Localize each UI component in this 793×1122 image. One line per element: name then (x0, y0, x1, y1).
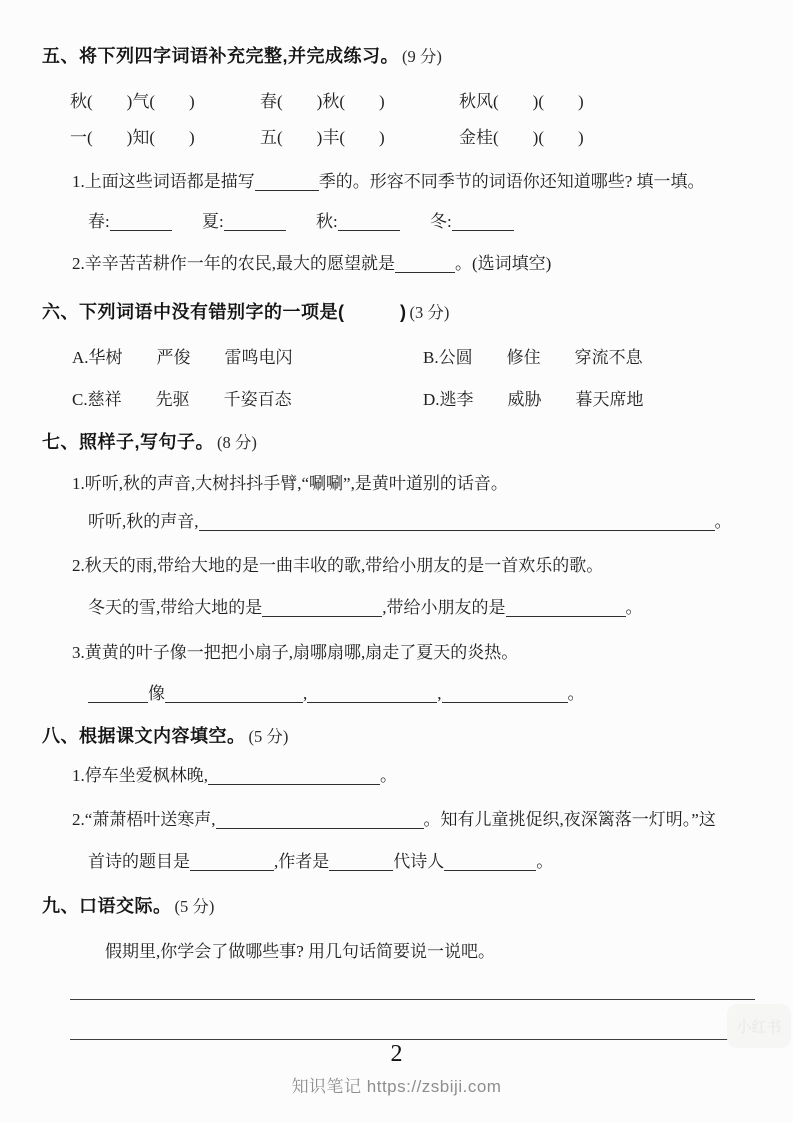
s7-answer-1 (88, 510, 732, 534)
s8-q2-text-pre: 2.“萧萧梧叶送寒声, (72, 810, 216, 829)
section-8-title: 八、根据课文内容填空。 (42, 726, 246, 746)
season-summer-blank (224, 224, 286, 231)
s8-q2b-blank-poet (444, 864, 536, 871)
s8-q2b-period: 。 (536, 852, 554, 871)
section-7-score: (8 分) (217, 433, 257, 452)
s5-question-2 (72, 252, 551, 276)
s8-q2b-text-mid1: ,作者是 (274, 852, 330, 871)
s7-ans3-comma-2: , (437, 684, 442, 703)
s7-ans2-text-pre: 冬天的雪,带给大地的是 (88, 598, 263, 617)
s7-ans3-blank-2 (165, 696, 303, 703)
xiaohongshu-watermark: 小红书 (727, 1004, 791, 1048)
season-autumn (316, 212, 400, 231)
s5-q1-text-post: 季的。形容不同季节的词语你还知道哪些? 填一填。 (318, 172, 705, 191)
s7-question-3: 3.黄黄的叶子像一把把小扇子,扇哪扇哪,扇走了夏天的炎热。 (72, 643, 519, 662)
answer-line-1 (70, 999, 755, 1000)
s5-q2-text-post: 。(选词填空) (455, 254, 552, 273)
s7-ans2-blank-2 (506, 610, 626, 617)
word-blank-golden-osmanthus: 金桂( )( ) (459, 128, 584, 147)
s5-q2-text-pre: 2.辛辛苦苦耕作一年的农民,最大的愿望就是 (72, 254, 395, 273)
section-9-score: (5 分) (174, 897, 215, 916)
s6-options-row-1 (72, 346, 643, 370)
section-9-title: 九、口语交际。 (42, 896, 172, 916)
s7-ans2-period: 。 (625, 598, 643, 617)
s8-q2b-blank-title (190, 864, 274, 871)
s7-answer-3 (88, 682, 585, 706)
season-summer (202, 212, 286, 231)
season-autumn-label: 秋: (315, 212, 338, 231)
s7-ans3-comma-1: , (303, 684, 308, 703)
s8-question-2-line-1 (72, 808, 716, 832)
s5-question-1 (72, 170, 705, 194)
word-blank-autumn-air: 秋( )气( ) (70, 92, 195, 111)
section-6-heading (42, 300, 449, 325)
season-winter-blank (452, 224, 514, 231)
s7-ans1-text-pre: 听听,秋的声音, (88, 512, 199, 531)
s7-ans1-period: 。 (714, 512, 732, 531)
word-row-2 (70, 126, 584, 150)
s7-ans3-blank-1 (88, 696, 148, 703)
s8-q2-blank (216, 822, 424, 829)
section-5-score: (9 分) (402, 47, 442, 66)
word-blank-one-know: 一( )知( ) (70, 128, 195, 147)
s7-ans2-text-mid: ,带给小朋友的是 (382, 598, 506, 617)
s8-q1-blank (208, 778, 380, 785)
section-8-score: (5 分) (248, 727, 289, 746)
s5-q1-text-pre: 1.上面这些词语都是描写 (72, 172, 255, 191)
s7-ans3-like-text: 像 (148, 684, 165, 703)
season-winter (430, 212, 514, 231)
section-6-title: 六、下列词语中没有错别字的一项是( ) (42, 302, 407, 322)
s8-q2b-text-pre: 首诗的题目是 (88, 852, 190, 871)
s6-option-a: A.华树 严俊 雷鸣电闪 (72, 348, 293, 367)
s8-question-1 (72, 764, 397, 788)
s6-option-b: B.公圆 修住 穿流不息 (423, 348, 643, 367)
section-6-score: (3 分) (409, 303, 450, 322)
s7-ans1-blank (199, 524, 715, 531)
page-number: 2 (390, 1041, 403, 1067)
season-summer-label: 夏: (201, 212, 224, 231)
section-9-heading (42, 894, 214, 919)
word-blank-five-harvest: 五( )丰( ) (260, 128, 385, 147)
word-row-1 (70, 90, 584, 114)
section-5-heading (42, 44, 442, 69)
season-winter-label: 冬: (429, 212, 452, 231)
s6-option-c: C.慈祥 先驱 千姿百态 (72, 390, 292, 409)
footer-site-credit: 知识笔记 https://zsbiji.com (291, 1077, 502, 1096)
s7-question-2: 2.秋天的雨,带给大地的是一曲丰收的歌,带给小朋友的是一首欢乐的歌。 (72, 556, 604, 575)
s8-q1-period: 。 (380, 766, 397, 785)
s8-q2-text-mid: 。知有儿童挑促织,夜深篱落一灯明。”这 (423, 810, 716, 829)
section-5-title: 五、将下列四字词语补充完整,并完成练习。 (42, 46, 399, 66)
section-7-heading (42, 430, 257, 455)
section-7-title: 七、照样子,写句子。 (42, 432, 215, 452)
s8-question-2-line-2 (88, 850, 553, 874)
season-spring (88, 212, 172, 231)
season-autumn-blank (338, 224, 400, 231)
s8-q2b-blank-dynasty (329, 864, 393, 871)
s5-q1-fill-blank (255, 184, 319, 191)
s8-q1-text-pre: 1.停车坐爱枫林晚, (72, 766, 208, 785)
s9-prompt: 假期里,你学会了做哪些事? 用几句话简要说一说吧。 (105, 942, 496, 961)
s7-ans2-blank-1 (262, 610, 382, 617)
s7-answer-2 (88, 596, 643, 620)
s7-ans3-blank-4 (442, 696, 568, 703)
word-blank-spring-autumn: 春( )秋( ) (260, 92, 385, 111)
s6-options-row-2 (72, 388, 644, 412)
s5-q2-fill-blank (395, 266, 455, 273)
s7-ans3-period: 。 (567, 684, 585, 703)
season-spring-label: 春: (88, 212, 110, 231)
seasons-row (88, 210, 540, 234)
answer-line-2 (70, 1039, 757, 1040)
section-8-heading (42, 724, 288, 749)
season-spring-blank (110, 224, 172, 231)
word-blank-autumn-wind: 秋风( )( ) (459, 92, 584, 111)
s7-question-1: 1.听听,秋的声音,大树抖抖手臂,“唰唰”,是黄叶道别的话音。 (72, 474, 508, 493)
s8-q2b-text-mid2: 代诗人 (393, 852, 445, 871)
s7-ans3-blank-3 (307, 696, 437, 703)
s6-option-d: D.逃李 威胁 暮天席地 (423, 390, 644, 409)
